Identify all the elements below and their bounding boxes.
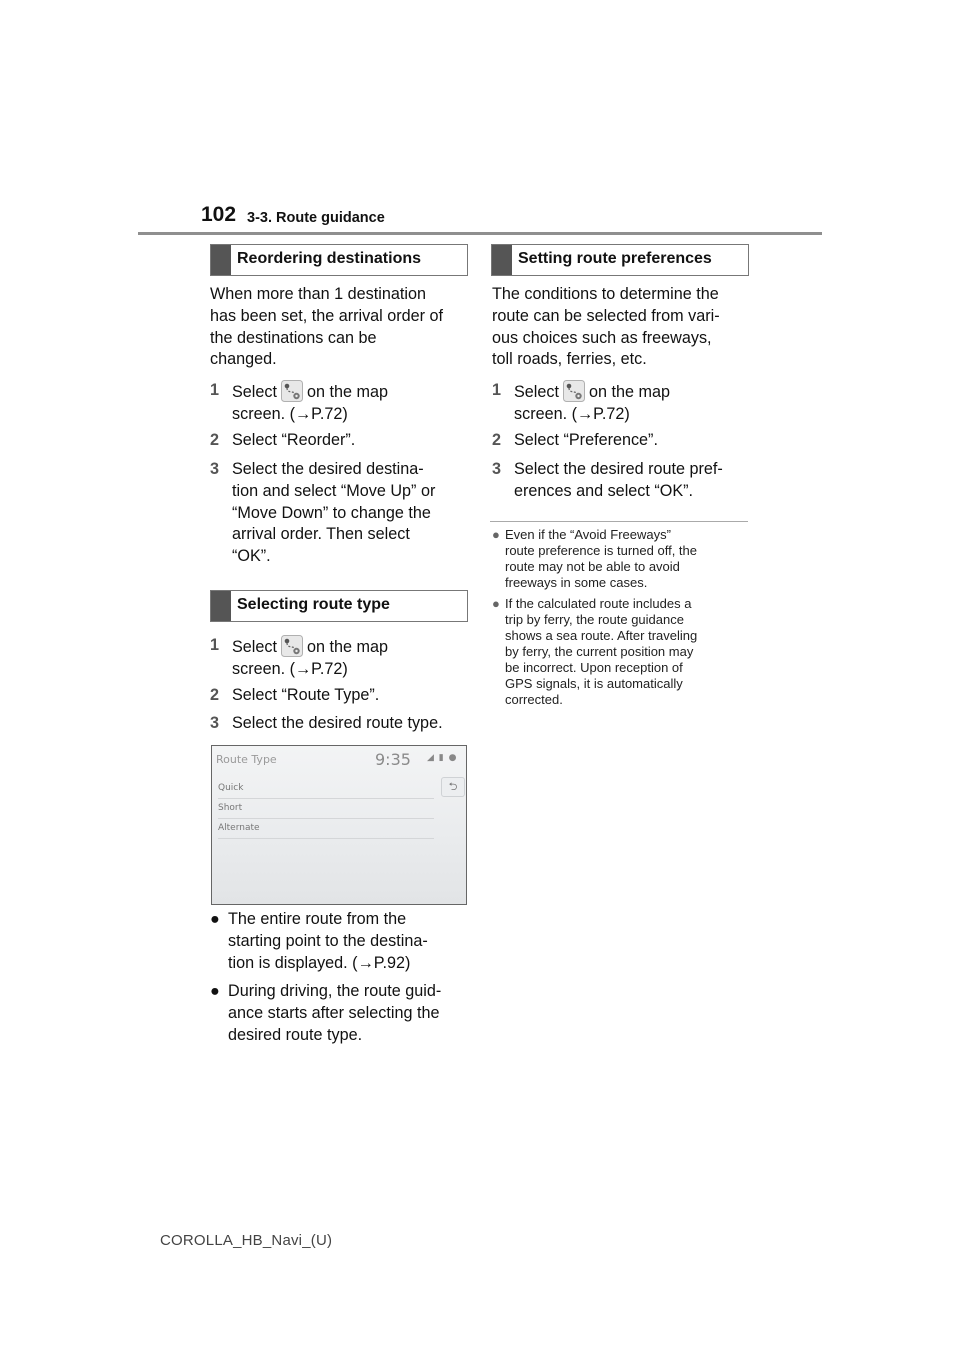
heading-bar <box>211 591 231 621</box>
step-number: 3 <box>210 460 220 478</box>
route-icon <box>281 635 303 657</box>
step-number: 3 <box>210 714 220 732</box>
route-type-bullet-2 <box>210 981 472 1047</box>
page-number: 102 <box>201 203 237 226</box>
route-type-step-3 <box>210 713 472 735</box>
note-text: route preference is turned off, the <box>505 543 697 558</box>
step-number: 2 <box>492 431 502 449</box>
intro-line: toll roads, ferries, etc. <box>492 350 647 369</box>
intro-line: The conditions to determine the <box>492 285 719 303</box>
step-text: screen. (→P.72) <box>514 404 630 423</box>
bullet-text: The entire route from the <box>228 910 407 928</box>
step-text: tion and select “Move Up” or <box>232 481 436 500</box>
step-text: Select “Reorder”. <box>232 431 356 449</box>
bullet-text: tion is displayed. (→P.92) <box>228 953 411 972</box>
step-text: Select the desired route type. <box>232 714 443 732</box>
heading-bar <box>211 245 231 275</box>
back-button[interactable]: ⮌ <box>441 777 465 797</box>
intro-line: the destinations can be <box>210 328 377 347</box>
step-number: 3 <box>492 460 502 478</box>
step-text: arrival order. Then select <box>232 525 410 544</box>
note-text: by ferry, the current position may <box>505 644 694 659</box>
note-text: Even if the “Avoid Freeways” <box>505 527 671 542</box>
heading-text: Selecting route type <box>237 596 390 613</box>
step-text: Select <box>232 383 277 401</box>
note-text: route may not be able to avoid <box>505 559 680 574</box>
step-text: “OK”. <box>232 547 271 566</box>
heading-reordering-destinations <box>210 244 468 276</box>
note-text: corrected. <box>505 692 563 707</box>
route-type-bullet-1 <box>210 909 472 975</box>
step-text: erences and select “OK”. <box>514 481 694 500</box>
step-text: Select “Route Type”. <box>232 686 380 704</box>
reorder-step-1 <box>210 380 470 424</box>
preferences-step-2 <box>492 430 752 452</box>
note-text: If the calculated route includes a <box>505 596 692 611</box>
note-text: freeways in some cases. <box>505 575 648 590</box>
step-number: 2 <box>210 686 220 704</box>
bullet-text: desired route type. <box>228 1025 363 1044</box>
step-text: Select the desired route pref- <box>514 460 723 478</box>
note-text: GPS signals, it is automatically <box>505 676 683 691</box>
heading-text: Setting route preferences <box>518 250 712 267</box>
step-text: Select “Preference”. <box>514 431 658 449</box>
note-1 <box>492 527 752 591</box>
note-2 <box>492 596 752 708</box>
heading-bar <box>492 245 512 275</box>
bullet-text: starting point to the destina- <box>228 931 428 950</box>
step-number: 1 <box>210 636 220 654</box>
reorder-step-2 <box>210 430 470 452</box>
route-option-short[interactable]: Short <box>218 798 434 819</box>
step-number: 1 <box>210 381 220 399</box>
section-title: 3-3. Route guidance <box>247 210 385 226</box>
heading-text: Reordering destinations <box>237 250 422 267</box>
note-text: shows a sea route. After traveling <box>505 628 698 643</box>
step-text: Select <box>232 638 277 656</box>
header-rule <box>138 232 822 235</box>
step-number: 1 <box>492 381 502 399</box>
note-bullet-icon: ● <box>492 596 500 611</box>
intro-line: changed. <box>210 350 277 369</box>
step-text: on the map <box>589 383 670 401</box>
route-icon <box>281 380 303 402</box>
note-text: trip by ferry, the route guidance <box>505 612 684 627</box>
step-text: screen. (→P.72) <box>232 659 348 678</box>
step-text: on the map <box>307 638 388 656</box>
bullet-text: During driving, the route guid- <box>228 982 442 1000</box>
route-option-alternate[interactable]: Alternate <box>218 818 434 839</box>
step-text: on the map <box>307 383 388 401</box>
bullet-icon: ● <box>210 982 220 1000</box>
heading-selecting-route-type <box>210 590 468 622</box>
preferences-step-3 <box>492 459 754 503</box>
intro-line: When more than 1 destination <box>210 285 426 303</box>
intro-line: route can be selected from vari- <box>492 306 720 325</box>
step-text: Select the desired destina- <box>232 460 424 478</box>
route-option-quick[interactable]: Quick <box>218 778 434 799</box>
note-text: be incorrect. Upon reception of <box>505 660 683 675</box>
screen-clock: 9:35 <box>375 750 411 769</box>
reorder-step-3 <box>210 459 470 569</box>
preferences-step-1 <box>492 380 752 424</box>
bullet-icon: ● <box>210 910 220 928</box>
signal-status-icon: ◢ ▮ ● <box>427 753 458 763</box>
step-text: “Move Down” to change the <box>232 503 431 522</box>
heading-setting-route-preferences <box>491 244 749 276</box>
bullet-text: ance starts after selecting the <box>228 1003 440 1022</box>
note-bullet-icon: ● <box>492 527 500 542</box>
route-type-step-1 <box>210 635 470 679</box>
document-footer: COROLLA_HB_Navi_(U) <box>160 1232 333 1249</box>
route-type-step-2 <box>210 685 470 707</box>
step-number: 2 <box>210 431 220 449</box>
route-icon <box>563 380 585 402</box>
intro-line: has been set, the arrival order of <box>210 306 444 325</box>
notes-divider <box>490 521 748 522</box>
preferences-intro <box>492 284 720 371</box>
screen-title: Route Type <box>216 753 277 766</box>
reorder-intro <box>210 284 443 371</box>
intro-line: ous choices such as freeways, <box>492 328 712 347</box>
step-text: screen. (→P.72) <box>232 404 348 423</box>
route-type-screenshot <box>211 745 467 905</box>
step-text: Select <box>514 383 559 401</box>
